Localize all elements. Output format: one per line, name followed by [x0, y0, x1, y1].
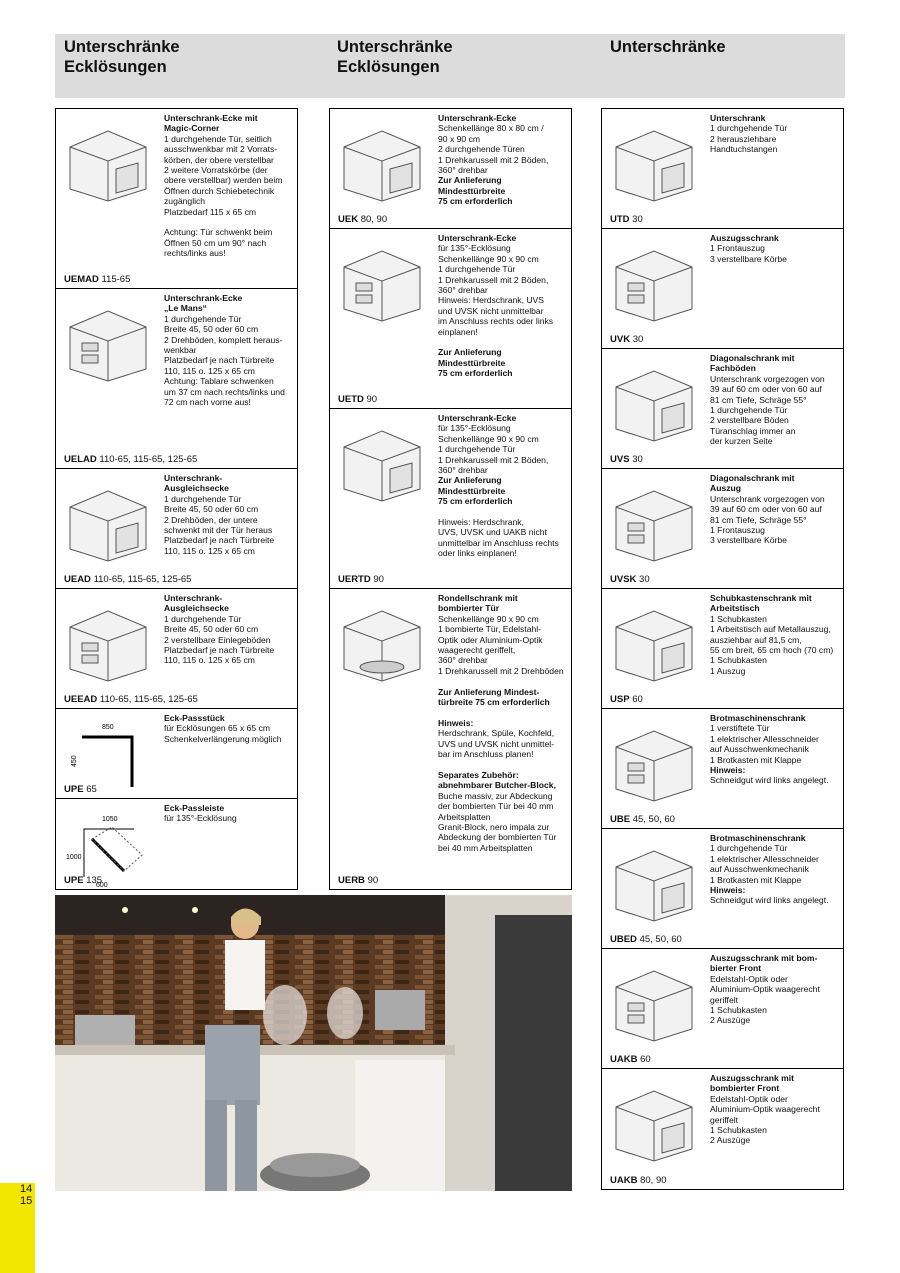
- product-sizes: 60: [632, 694, 643, 705]
- description-line: Arbeitstisch: [710, 603, 760, 614]
- product-entry-uvs: [602, 349, 843, 469]
- description-line: 2 Auszüge: [710, 1015, 751, 1026]
- page-number-right: 15: [20, 1195, 33, 1207]
- product-code: [610, 574, 650, 585]
- description-line: [164, 217, 294, 227]
- description-line: 90 x 90 cm: [438, 133, 481, 144]
- product-sizes: 30: [639, 574, 650, 585]
- description-line: abnehmbarer Butcher-Block,: [438, 780, 556, 791]
- description-line: 360° drehbar: [438, 285, 488, 296]
- description-line: für 135°-Ecklösung: [438, 423, 511, 434]
- description-line: 360° drehbar: [438, 165, 488, 176]
- description-line: geriffelt: [710, 994, 739, 1005]
- page-number-left: 14: [20, 1183, 33, 1195]
- description-line: Unterschrank vorgezogen von: [710, 493, 825, 504]
- description-line: Diagonalschrank mit: [710, 473, 795, 483]
- description-line: 1 durchgehende Tür: [164, 313, 242, 324]
- description-line: Achtung: Tür schwenkt beim: [164, 227, 273, 238]
- description-line: 3 verstellbare Körbe: [710, 253, 787, 264]
- product-code-label: UVK: [610, 334, 631, 345]
- product-description: [164, 713, 294, 744]
- description-line: [438, 337, 568, 347]
- description-line: 1 Schubkasten: [710, 1005, 767, 1016]
- product-sizes: 45, 50, 60: [639, 934, 682, 945]
- product-entry-uertd: [330, 409, 571, 589]
- description-line: Ausgleichsecke: [164, 483, 229, 494]
- product-code: [610, 1054, 651, 1065]
- description-line: Unterschrank-: [164, 593, 223, 603]
- product-entry-ubed: [602, 829, 843, 949]
- description-line: 1 Schubkasten: [710, 655, 767, 666]
- product-code-label: UEAD: [64, 574, 91, 585]
- product-entry-utd: [602, 109, 843, 229]
- description-line: 1 durchgehende Tür: [438, 264, 516, 275]
- product-code: [338, 574, 384, 585]
- kitchen-photo: [55, 895, 572, 1191]
- description-line: Hinweis:: [438, 717, 474, 728]
- description-line: Platzbedarf 115 x 65 cm: [164, 206, 257, 217]
- description-line: geriffelt: [710, 1114, 739, 1125]
- description-line: 1 durchgehende Tür: [164, 493, 242, 504]
- product-entry-uetd: [330, 229, 571, 409]
- product-code: [64, 784, 97, 795]
- product-entry-ueead: [56, 589, 297, 709]
- cabinet-illustration: [336, 417, 428, 503]
- svg-text:850: 850: [102, 724, 114, 731]
- description-line: 2 durchgehende Türen: [438, 144, 525, 155]
- description-line: Schenkellänge 80 x 80 cm /: [438, 123, 544, 134]
- description-line: Hinweis:: [710, 765, 746, 776]
- product-sizes: 110-65, 115-65, 125-65: [93, 574, 192, 585]
- description-line: körben, der obere verstellbar: [164, 154, 274, 165]
- description-line: Platzbedarf je nach Türbreite: [164, 355, 275, 366]
- description-line: Schenkelverlängerung möglich: [164, 733, 282, 744]
- description-line: Unterschrank-Ecke: [438, 413, 517, 423]
- description-line: 3 verstellbare Körbe: [710, 535, 787, 546]
- description-line: unmittelbar im Anschluss rechts: [438, 537, 559, 548]
- description-line: 39 auf 60 cm oder von 60 auf: [710, 504, 822, 515]
- description-line: wenkbar: [164, 345, 197, 356]
- description-line: auf Ausschwenkmechanik: [710, 744, 809, 755]
- cabinet-illustration: [608, 117, 700, 203]
- description-line: Brotmaschinenschrank: [710, 713, 806, 723]
- product-sizes: 135: [86, 875, 103, 886]
- product-description: [710, 833, 840, 906]
- description-line: bombierter Front: [710, 1083, 780, 1094]
- product-code-label: UETD: [338, 394, 364, 405]
- product-description: [710, 233, 840, 264]
- description-line: 75 cm erforderlich: [438, 496, 513, 507]
- product-sizes: 45, 50, 60: [632, 814, 675, 825]
- product-description: [164, 593, 294, 666]
- product-description: [164, 473, 294, 556]
- product-code-label: UELAD: [64, 454, 97, 465]
- product-description: [710, 113, 840, 155]
- description-line: 1 elektrischer Allesschneider: [710, 853, 819, 864]
- description-line: „Le Mans“: [164, 303, 207, 314]
- description-line: Zur Anlieferung Mindest-: [438, 686, 540, 697]
- product-description: [438, 593, 568, 853]
- product-code-label: UERB: [338, 875, 365, 886]
- product-sizes: 30: [632, 334, 644, 345]
- product-description: [710, 353, 840, 447]
- cabinet-illustration: [608, 597, 700, 683]
- description-line: 1 elektrischer Allesschneider: [710, 733, 819, 744]
- description-line: Eck-Passstück: [164, 713, 225, 723]
- description-line: 55 cm breit, 65 cm hoch (70 cm): [710, 645, 834, 656]
- cabinet-illustration: [608, 837, 700, 923]
- description-line: Unterschrank-Ecke: [438, 113, 517, 123]
- description-line: Breite 45, 50 oder 60 cm: [164, 324, 259, 335]
- product-code-label: UEK: [338, 214, 359, 225]
- svg-text:600: 600: [96, 882, 108, 889]
- description-line: Unterschrank-Ecke: [438, 233, 517, 243]
- product-code: [64, 694, 198, 705]
- description-line: 1 durchgehende Tür: [710, 405, 788, 416]
- description-line: 2 Drehböden, komplett heraus-: [164, 334, 283, 345]
- column-1: [55, 108, 298, 890]
- column-3: [601, 108, 844, 1190]
- product-entry-uakb: [602, 949, 843, 1069]
- column-2: [329, 108, 572, 890]
- description-line: 75 cm erforderlich: [438, 196, 513, 207]
- product-code-label: UVS: [610, 454, 630, 465]
- description-line: Schneidgut wird links angelegt.: [710, 775, 829, 786]
- description-line: Schenkellänge 90 x 90 cm: [438, 613, 539, 624]
- cabinet-illustration: [62, 477, 154, 563]
- cabinet-illustration: [62, 597, 154, 683]
- product-entry-uerb: [330, 589, 571, 889]
- description-line: zugänglich: [164, 196, 206, 207]
- product-code: [64, 274, 130, 285]
- description-line: 1 Frontauszug: [710, 243, 765, 254]
- description-line: 1 verstiftete Tür: [710, 723, 770, 734]
- description-line: Separates Zubehör:: [438, 769, 519, 780]
- cabinet-illustration: [336, 117, 428, 203]
- description-line: bei 40 mm Arbeitsplatten: [438, 842, 533, 853]
- product-entry-uvk: [602, 229, 843, 349]
- description-line: Zur Anlieferung: [438, 347, 502, 358]
- description-line: im Anschluss rechts oder links: [438, 316, 554, 327]
- product-code-label: UTD: [610, 214, 630, 225]
- product-description: [710, 1073, 840, 1146]
- description-line: der bombierten Tür bei 40 mm: [438, 801, 554, 812]
- description-line: 72 cm nach vorne aus!: [164, 397, 251, 408]
- product-description: [438, 413, 568, 559]
- description-line: 1 Frontauszug: [710, 525, 765, 536]
- description-line: rechts/links aus!: [164, 248, 226, 259]
- product-code-label: UEEAD: [64, 694, 98, 705]
- description-line: Platzbedarf je nach Türbreite: [164, 645, 275, 656]
- description-line: 110, 115 o. 125 x 65 cm: [164, 655, 255, 666]
- product-entry-usp: [602, 589, 843, 709]
- product-sizes: 90: [366, 394, 378, 405]
- cabinet-illustration: [336, 237, 428, 323]
- product-code: [64, 875, 102, 886]
- description-line: 360° drehbar: [438, 655, 488, 666]
- description-line: Öffnen durch Schiebetechnik: [164, 185, 275, 196]
- description-line: bierter Front: [710, 963, 762, 974]
- product-code-label: UAKB: [610, 1054, 638, 1065]
- product-entry-uakb: [602, 1069, 843, 1189]
- description-line: 1 Brotkasten mit Klappe: [710, 874, 802, 885]
- product-code-label: UBED: [610, 934, 637, 945]
- product-code: [64, 454, 197, 465]
- product-sizes: 90: [367, 875, 379, 886]
- description-line: Hinweis: Herdschrank,: [438, 517, 524, 528]
- product-code: [338, 394, 377, 405]
- description-line: Optik oder Aluminium-Optik: [438, 634, 543, 645]
- description-line: einplanen!: [438, 326, 478, 337]
- description-line: Handtuchstangen: [710, 144, 778, 155]
- description-line: Schenkellänge 90 x 90 cm: [438, 253, 539, 264]
- description-line: Breite 45, 50 oder 60 cm: [164, 504, 259, 515]
- product-entry-uelad: [56, 289, 297, 469]
- description-line: [438, 507, 568, 517]
- svg-text:450: 450: [71, 755, 78, 767]
- description-line: 1 Schubkasten: [710, 1125, 767, 1136]
- product-entry-upe: [56, 799, 297, 889]
- description-line: Auszug: [710, 483, 742, 494]
- product-code: [610, 934, 682, 945]
- product-code-label: UPE: [64, 875, 84, 886]
- product-description: [438, 113, 568, 207]
- product-sizes: 110-65, 115-65, 125-65: [99, 454, 198, 465]
- description-line: 1 Drehkarussell mit 2 Böden,: [438, 274, 549, 285]
- page-header: [55, 34, 845, 98]
- product-code-label: UPE: [64, 784, 84, 795]
- description-line: 1 durchgehende Tür: [164, 613, 242, 624]
- page-number-tab: [0, 1183, 35, 1273]
- cabinet-illustration: [62, 117, 154, 203]
- description-line: Aluminium-Optik waagerecht: [710, 984, 820, 995]
- product-code: [610, 214, 643, 225]
- description-line: Hinweis: Herdschrank, UVS: [438, 295, 545, 306]
- product-description: [164, 293, 294, 407]
- description-line: 1 Drehkarussell mit 2 Böden,: [438, 454, 549, 465]
- product-code-label: UVSK: [610, 574, 637, 585]
- description-line: 1 bombierte Tür, Edelstahl-: [438, 624, 542, 635]
- description-line: Hinweis:: [710, 885, 746, 896]
- product-description: [438, 233, 568, 379]
- description-line: 1 Schubkasten: [710, 613, 767, 624]
- description-line: und UVSK nicht unmittelbar: [438, 305, 544, 316]
- product-sizes: 90: [373, 574, 384, 585]
- description-line: 2 weitere Vorratskörbe (der: [164, 165, 268, 176]
- description-line: Arbeitsplatten: [438, 811, 491, 822]
- description-line: bar im Anschluss planen!: [438, 749, 534, 760]
- product-code-label: UBE: [610, 814, 631, 825]
- product-sizes: 80, 90: [360, 214, 388, 225]
- description-line: Unterschrank vorgezogen von: [710, 373, 825, 384]
- product-description: [710, 473, 840, 546]
- product-sizes: 80, 90: [640, 1175, 667, 1186]
- product-sizes: 65: [86, 784, 97, 795]
- product-code: [610, 454, 643, 465]
- product-code: [610, 334, 643, 345]
- header-col2: Unterschränke Ecklösungen: [337, 38, 453, 76]
- kitchen-photo-image: [55, 895, 572, 1191]
- description-line: Zur Anlieferung: [438, 175, 502, 186]
- cabinet-illustration: [608, 237, 700, 323]
- description-line: Türanschlag immer an: [710, 425, 796, 436]
- cabinet-illustration: [608, 1077, 700, 1163]
- product-code: [64, 574, 191, 585]
- description-line: 1 durchgehende Tür, seitlich: [164, 133, 272, 144]
- product-description: [164, 803, 294, 824]
- description-line: Schneidgut wird links angelegt.: [710, 895, 829, 906]
- cabinet-illustration: [336, 597, 428, 683]
- product-code-label: UERTD: [338, 574, 371, 585]
- description-line: 1 durchgehende Tür: [438, 444, 516, 455]
- description-line: schwenkt mit der Tür heraus: [164, 525, 273, 536]
- product-code: [338, 214, 387, 225]
- product-sizes: 115-65: [101, 274, 131, 285]
- description-line: 75 cm erforderlich: [438, 368, 513, 379]
- product-description: [710, 713, 840, 786]
- description-line: 110, 115 o. 125 x 65 cm: [164, 545, 255, 556]
- description-line: UVS und UVSK nicht unmittel-: [438, 738, 555, 749]
- description-line: oder links einplanen!: [438, 548, 517, 559]
- product-description: [710, 953, 840, 1026]
- description-line: 1 Drehkarussell mit 2 Böden,: [438, 154, 549, 165]
- product-entry-uvsk: [602, 469, 843, 589]
- product-sizes: 30: [632, 214, 643, 225]
- description-line: 2 Auszüge: [710, 1135, 751, 1146]
- description-line: Edelstahl-Optik oder: [710, 973, 788, 984]
- product-code: [610, 814, 675, 825]
- description-line: Buche massiv, zur Abdeckung: [438, 790, 553, 801]
- description-line: Schubkastenschrank mit: [710, 593, 812, 603]
- description-line: der kurzen Seite: [710, 436, 773, 447]
- description-line: [438, 760, 568, 770]
- description-line: Edelstahl-Optik oder: [710, 1093, 788, 1104]
- product-description: [710, 593, 840, 676]
- description-line: 2 verstellbare Böden: [710, 415, 789, 426]
- description-line: ausschwenkbar mit 2 Vorrats-: [164, 144, 278, 155]
- description-line: Diagonalschrank mit: [710, 353, 795, 363]
- description-line: 39 auf 60 cm oder von 60 auf: [710, 384, 822, 395]
- description-line: UVS, UVSK und UAKB nicht: [438, 527, 547, 538]
- description-line: Achtung: Tablare schwenken: [164, 376, 274, 387]
- description-line: Mindesttürbreite: [438, 485, 506, 496]
- description-line: 1 Brotkasten mit Klappe: [710, 754, 802, 765]
- description-line: 1 Drehkarussell mit 2 Drehböden: [438, 665, 564, 676]
- description-line: 1 durchgehende Tür: [710, 123, 788, 134]
- description-line: Abdeckung der bombierten Tür: [438, 832, 557, 843]
- product-description: [164, 113, 294, 259]
- description-line: [438, 676, 568, 686]
- description-line: 81 cm Tiefe, Schräge 55°: [710, 514, 807, 525]
- description-line: 110, 115 o. 125 x 65 cm: [164, 365, 255, 376]
- product-entry-uek: [330, 109, 571, 229]
- product-code-label: UAKB: [610, 1175, 638, 1186]
- svg-text:1050: 1050: [102, 816, 118, 823]
- description-line: Breite 45, 50 oder 60 cm: [164, 624, 259, 635]
- description-line: 1 Auszug: [710, 665, 746, 676]
- cabinet-illustration: [608, 357, 700, 443]
- description-line: 1 durchgehende Tür: [710, 843, 788, 854]
- description-line: Magic-Corner: [164, 123, 220, 134]
- description-line: ausziehbar auf 81,5 cm,: [710, 634, 802, 645]
- description-line: Aluminium-Optik waagerecht: [710, 1104, 820, 1115]
- description-line: auf Ausschwenkmechanik: [710, 864, 809, 875]
- description-line: Unterschrank-Ecke mit: [164, 113, 258, 123]
- description-line: waagerecht geriffelt,: [438, 645, 516, 656]
- product-code-label: USP: [610, 694, 630, 705]
- description-line: Unterschrank-: [164, 473, 223, 483]
- description-line: Brotmaschinenschrank: [710, 833, 806, 843]
- cabinet-illustration: [608, 957, 700, 1043]
- product-entry-upe: [56, 709, 297, 799]
- description-line: für 135°-Ecklösung: [438, 243, 511, 254]
- description-line: Unterschrank-Ecke: [164, 293, 243, 303]
- description-line: 2 herausziehbare: [710, 133, 777, 144]
- description-line: Öffnen 50 cm um 90° nach: [164, 237, 267, 248]
- description-line: Auszugsschrank mit bom-: [710, 953, 818, 963]
- description-line: Granit-Block, nero impala zur: [438, 821, 550, 832]
- description-line: Platzbedarf je nach Türbreite: [164, 535, 275, 546]
- description-line: Fachböden: [710, 363, 756, 374]
- product-sizes: 30: [632, 454, 643, 465]
- description-line: für Ecklösungen 65 x 65 cm: [164, 723, 271, 734]
- product-sizes: 60: [640, 1054, 651, 1065]
- cabinet-illustration: [608, 477, 700, 563]
- description-line: Zur Anlieferung: [438, 475, 502, 486]
- description-line: Eck-Passleiste: [164, 803, 225, 813]
- description-line: bombierter Tür: [438, 603, 500, 614]
- description-line: 2 Drehböden, der untere: [164, 514, 258, 525]
- description-line: 360° drehbar: [438, 465, 488, 476]
- description-line: Schenkellänge 90 x 90 cm: [438, 433, 539, 444]
- header-col3: Unterschränke: [610, 38, 726, 56]
- product-entry-uemad: [56, 109, 297, 289]
- description-line: obere verstellbar) werden beim: [164, 175, 283, 186]
- description-line: Auszugsschrank mit: [710, 1073, 795, 1083]
- description-line: Unterschrank: [710, 113, 766, 123]
- product-sizes: 110-65, 115-65, 125-65: [99, 694, 198, 705]
- cabinet-illustration: [62, 297, 154, 383]
- product-code-label: UEMAD: [64, 274, 99, 285]
- product-code: [338, 875, 378, 886]
- description-line: um 37 cm nach rechts/links und: [164, 386, 285, 397]
- product-code: [610, 1175, 667, 1186]
- description-line: Rondellschrank mit: [438, 593, 518, 603]
- description-line: Ausgleichsecke: [164, 603, 229, 614]
- description-line: 81 cm Tiefe, Schräge 55°: [710, 394, 807, 405]
- description-line: [438, 707, 568, 717]
- description-line: 1 Arbeitstisch auf Metallauszug,: [710, 624, 831, 635]
- product-code: [610, 694, 643, 705]
- description-line: Mindesttürbreite: [438, 185, 506, 196]
- description-line: 2 verstellbare Einlegeböden: [164, 634, 271, 645]
- description-line: Mindesttürbreite: [438, 357, 506, 368]
- description-line: Herdschrank, Spüle, Kochfeld,: [438, 728, 555, 739]
- header-col1: Unterschränke Ecklösungen: [64, 38, 180, 76]
- description-line: für 135°-Ecklösung: [164, 813, 237, 824]
- description-line: Auszugsschrank: [710, 233, 779, 243]
- description-line: türbreite 75 cm erforderlich: [438, 697, 550, 708]
- svg-text:1000: 1000: [66, 854, 82, 861]
- product-entry-ube: [602, 709, 843, 829]
- product-entry-uead: [56, 469, 297, 589]
- cabinet-illustration: [608, 717, 700, 803]
